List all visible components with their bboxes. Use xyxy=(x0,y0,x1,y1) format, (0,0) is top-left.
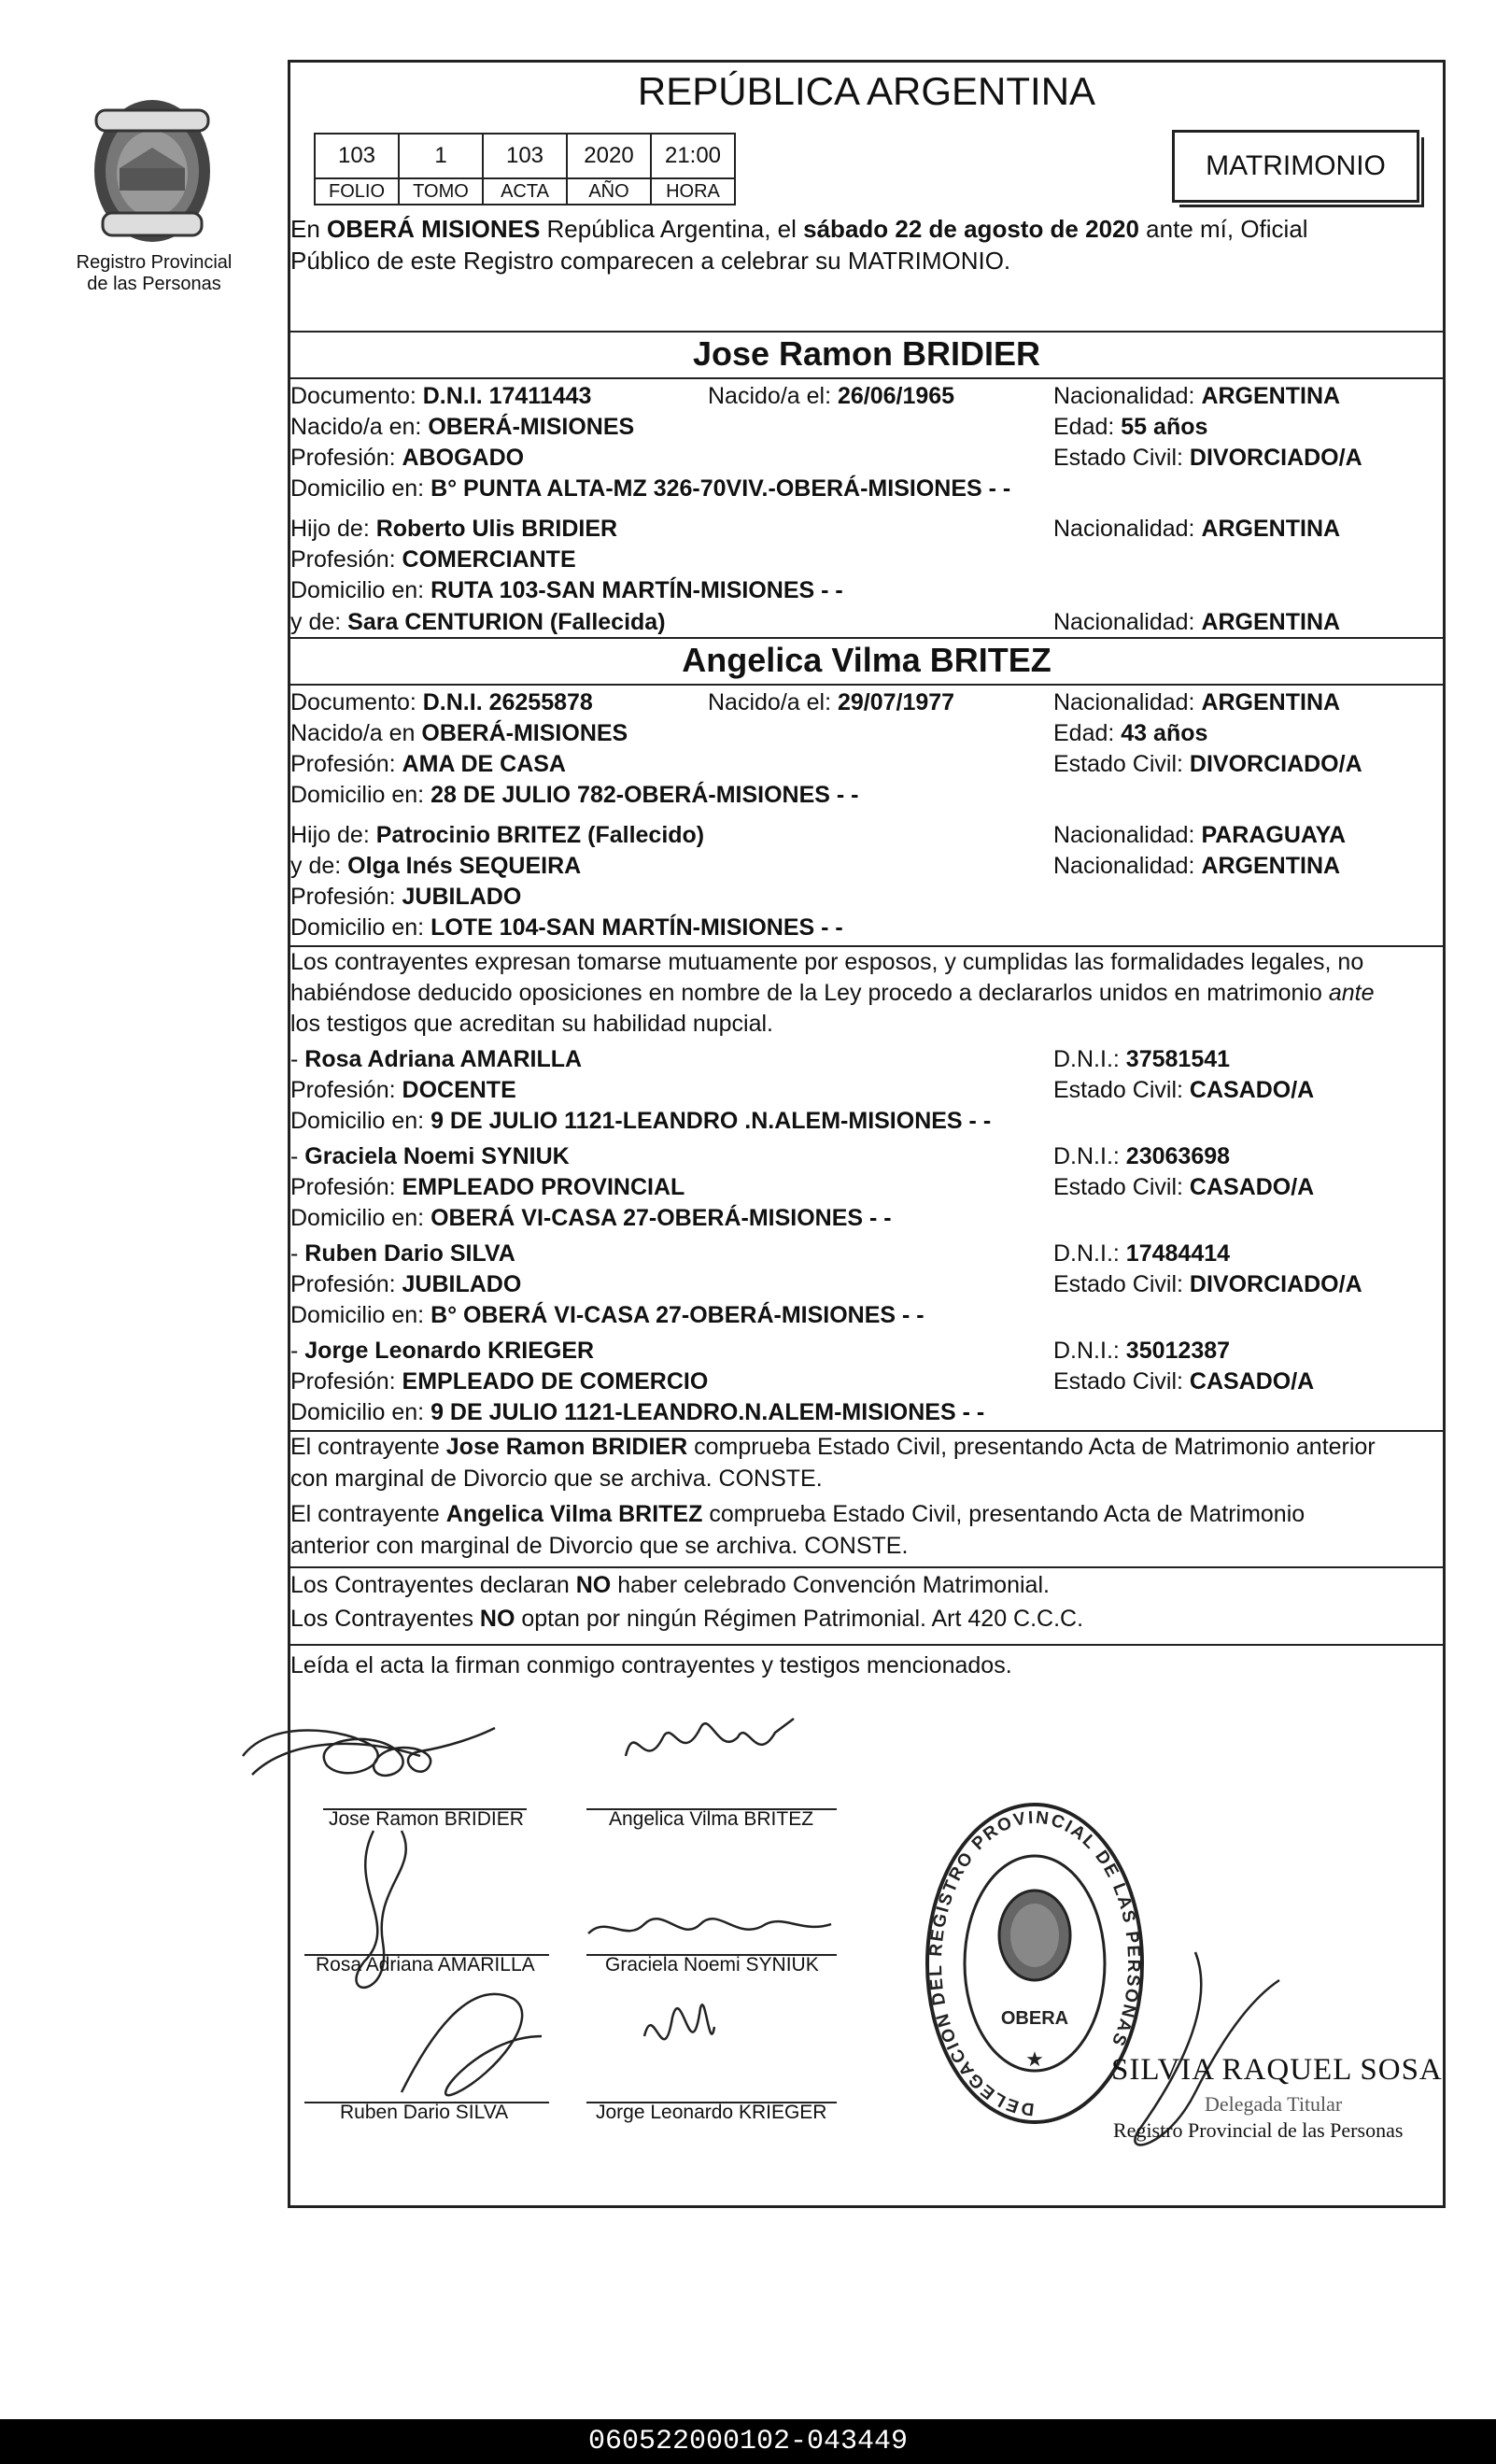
signature-label-4: Graciela Noemi SYNIUK xyxy=(605,1954,819,1975)
intro-text-b: República Argentina, el xyxy=(540,215,804,243)
witness-dni: D.N.I.: 17484414 xyxy=(1053,1240,1231,1267)
spouse2-address: Domicilio en: 28 DE JULIO 782-OBERÁ-MISIONES - - xyxy=(290,782,859,808)
seal-caption-1: Registro Provincial xyxy=(76,252,233,273)
witness-dni: D.N.I.: 23063698 xyxy=(1053,1143,1231,1169)
witness-civil-status: Estado Civil: CASADO/A xyxy=(1053,1174,1315,1200)
intro-text-a: En xyxy=(290,215,328,243)
spouse2-document: Documento: D.N.I. 26255878 xyxy=(290,689,593,715)
acta-value: 103 xyxy=(483,134,567,178)
witness-profession: Profesión: DOCENTE xyxy=(290,1077,516,1103)
witness-name: - Jorge Leonardo KRIEGER xyxy=(290,1338,595,1364)
witness-civil-status: Estado Civil: CASADO/A xyxy=(1053,1077,1315,1103)
witness-address: Domicilio en: 9 DE JULIO 1121-LEANDRO.N.ALEM-MISIONES - - xyxy=(290,1399,985,1425)
witness-profession: Profesión: EMPLEADO PROVINCIAL xyxy=(290,1174,685,1200)
handwritten-signatures xyxy=(233,1700,906,2153)
witness-name: - Graciela Noemi SYNIUK xyxy=(290,1143,570,1169)
spouse1-mother: y de: Sara CENTURION (Fallecida) xyxy=(290,609,666,635)
spouse1-age: Edad: 55 años xyxy=(1053,414,1208,440)
spouse2-mother-nationality: Nacionalidad: ARGENTINA xyxy=(1053,853,1341,879)
civil-status-note-1: El contrayente Jose Ramon BRIDIER comprueba Estado Civil, presentando Acta de Matrimonio anterior con marginal de Divorcio que se archiva. CONSTE. xyxy=(290,1434,1376,1492)
spouse2-age: Edad: 43 años xyxy=(1053,720,1208,746)
witness-profession: Profesión: JUBILADO xyxy=(290,1271,522,1297)
signature-label-6: Jorge Leonardo KRIEGER xyxy=(596,2102,827,2123)
spouse2-name: Angelica Vilma BRITEZ xyxy=(682,641,1051,679)
anio-label: AÑO xyxy=(567,178,651,205)
spouse1-father: Hijo de: Roberto Ulis BRIDIER xyxy=(290,516,618,542)
svg-text:★: ★ xyxy=(1025,2047,1044,2071)
official-role: Delegada Titular xyxy=(1205,2092,1343,2116)
spouse1-document: Documento: D.N.I. 17411443 xyxy=(290,383,592,409)
spouse1-profession: Profesión: ABOGADO xyxy=(290,445,525,471)
spouse1-father-profession: Profesión: COMERCIANTE xyxy=(290,546,576,573)
declaration-line-2: habiéndose deducido oposiciones en nombre de la Ley procedo a declararlos unidos en matrimonio ante xyxy=(290,980,1375,1006)
document-title: REPÚBLICA ARGENTINA xyxy=(637,69,1096,113)
spouse1-father-address: Domicilio en: RUTA 103-SAN MARTÍN-MISIONES - - xyxy=(290,577,843,603)
divider xyxy=(288,637,1446,639)
intro-paragraph xyxy=(290,213,1443,276)
spouse1-name: Jose Ramon BRIDIER xyxy=(692,334,1041,373)
hora-value: 21:00 xyxy=(651,134,735,178)
signature-label-1: Jose Ramon BRIDIER xyxy=(329,1808,524,1830)
spouse2-father: Hijo de: Patrocinio BRITEZ (Fallecido) xyxy=(290,822,705,848)
divider xyxy=(288,1566,1446,1568)
spouse2-birthplace: Nacido/a en OBERÁ-MISIONES xyxy=(290,720,628,746)
witness-name: - Ruben Dario SILVA xyxy=(290,1240,515,1267)
signature-label-2: Angelica Vilma BRITEZ xyxy=(609,1808,814,1830)
declaration-line-3: los testigos que acreditan su habilidad nupcial. xyxy=(290,1011,774,1037)
footer-code: 060522000102-043449 xyxy=(0,2419,1496,2464)
spouse1-civil-status: Estado Civil: DIVORCIADO/A xyxy=(1053,445,1362,471)
spouse1-address: Domicilio en: B° PUNTA ALTA-MZ 326-70VIV.-OBERÁ-MISIONES - - xyxy=(290,475,1011,502)
intro-text-c: ante mí, Oficial xyxy=(1138,215,1308,243)
spouse1-birthplace: Nacido/a en: OBERÁ-MISIONES xyxy=(290,414,635,440)
witness-dni: D.N.I.: 37581541 xyxy=(1053,1046,1231,1072)
signature-label-3: Rosa Adriana AMARILLA xyxy=(316,1954,535,1975)
witness-dni: D.N.I.: 35012387 xyxy=(1053,1338,1231,1364)
intro-line-2: Público de este Registro comparecen a celebrar su MATRIMONIO. xyxy=(290,247,1011,275)
intro-line-1 xyxy=(290,213,1443,245)
spouse2-father-nationality: Nacionalidad: PARAGUAYA xyxy=(1053,822,1347,848)
spouse1-father-nationality: Nacionalidad: ARGENTINA xyxy=(1053,516,1341,542)
spouse2-mother: y de: Olga Inés SEQUEIRA xyxy=(290,853,582,879)
regime-line-2: Los Contrayentes NO optan por ningún Régimen Patrimonial. Art 420 C.C.C. xyxy=(290,1606,1084,1632)
divider xyxy=(288,331,1446,333)
intro-place: OBERÁ MISIONES xyxy=(327,215,541,243)
acta-label: ACTA xyxy=(483,178,567,205)
spouse2-parent-profession: Profesión: JUBILADO xyxy=(290,884,522,910)
intro-date: sábado 22 de agosto de 2020 xyxy=(803,215,1139,243)
record-type-box: MATRIMONIO xyxy=(1172,130,1419,203)
hora-label: HORA xyxy=(651,178,735,205)
spouse2-born: Nacido/a el: 29/07/1977 xyxy=(708,689,955,715)
divider xyxy=(288,1644,1446,1646)
anio-value: 2020 xyxy=(567,134,651,178)
folio-value: 103 xyxy=(315,134,399,178)
declaration-paragraph xyxy=(290,947,1443,1040)
witness-name: - Rosa Adriana AMARILLA xyxy=(290,1046,583,1072)
stamp-center-text: OBERA xyxy=(1000,2008,1069,2029)
divider xyxy=(288,684,1446,686)
witness-address: Domicilio en: 9 DE JULIO 1121-LEANDRO .N.ALEM-MISIONES - - xyxy=(290,1108,992,1134)
official-name: SILVIA RAQUEL SOSA xyxy=(1111,2053,1443,2087)
spouse2-profession: Profesión: AMA DE CASA xyxy=(290,751,566,777)
civil-status-note-2: El contrayente Angelica Vilma BRITEZ comprueba Estado Civil, presentando Acta de Matrimonio anterior con marginal de Divorcio que se archiva. CONSTE. xyxy=(290,1501,1305,1559)
regime-line-1: Los Contrayentes declaran NO haber celebrado Convención Matrimonial. xyxy=(290,1572,1050,1598)
official-office: Registro Provincial de las Personas xyxy=(1113,2118,1404,2142)
signature-label-5: Ruben Dario SILVA xyxy=(340,2102,509,2123)
provincial-seal-logo xyxy=(82,92,222,250)
stamp-ring-text: DELEGACION DEL REGISTRO PROVINCIAL DE LAS PERSONAS xyxy=(925,1807,1144,2119)
divider xyxy=(288,377,1446,379)
witness-address: Domicilio en: B° OBERÁ VI-CASA 27-OBERÁ-MISIONES - - xyxy=(290,1302,924,1328)
declaration-line-1: Los contrayentes expresan tomarse mutuamente por esposos, y cumplidas las formalidades legales, no xyxy=(290,949,1364,975)
spouse1-born: Nacido/a el: 26/06/1965 xyxy=(708,383,955,409)
witness-civil-status: Estado Civil: CASADO/A xyxy=(1053,1368,1315,1395)
folio-label: FOLIO xyxy=(315,178,399,205)
witness-address: Domicilio en: OBERÁ VI-CASA 27-OBERÁ-MISIONES - - xyxy=(290,1205,892,1231)
witness-profession: Profesión: EMPLEADO DE COMERCIO xyxy=(290,1368,709,1395)
seal-caption-2: de las Personas xyxy=(87,274,221,294)
witness-civil-status: Estado Civil: DIVORCIADO/A xyxy=(1053,1271,1362,1297)
tomo-label: TOMO xyxy=(399,178,483,205)
spouse1-mother-nationality: Nacionalidad: ARGENTINA xyxy=(1053,609,1341,635)
tomo-value: 1 xyxy=(399,134,483,178)
spouse2-nationality: Nacionalidad: ARGENTINA xyxy=(1053,689,1341,715)
spouse2-civil-status: Estado Civil: DIVORCIADO/A xyxy=(1053,751,1362,777)
spouse1-nationality: Nacionalidad: ARGENTINA xyxy=(1053,383,1341,409)
closing-statement: Leída el acta la firman conmigo contrayentes y testigos mencionados. xyxy=(290,1652,1012,1678)
spouse2-parent-address: Domicilio en: LOTE 104-SAN MARTÍN-MISIONES - - xyxy=(290,914,843,941)
reference-table xyxy=(314,133,736,205)
